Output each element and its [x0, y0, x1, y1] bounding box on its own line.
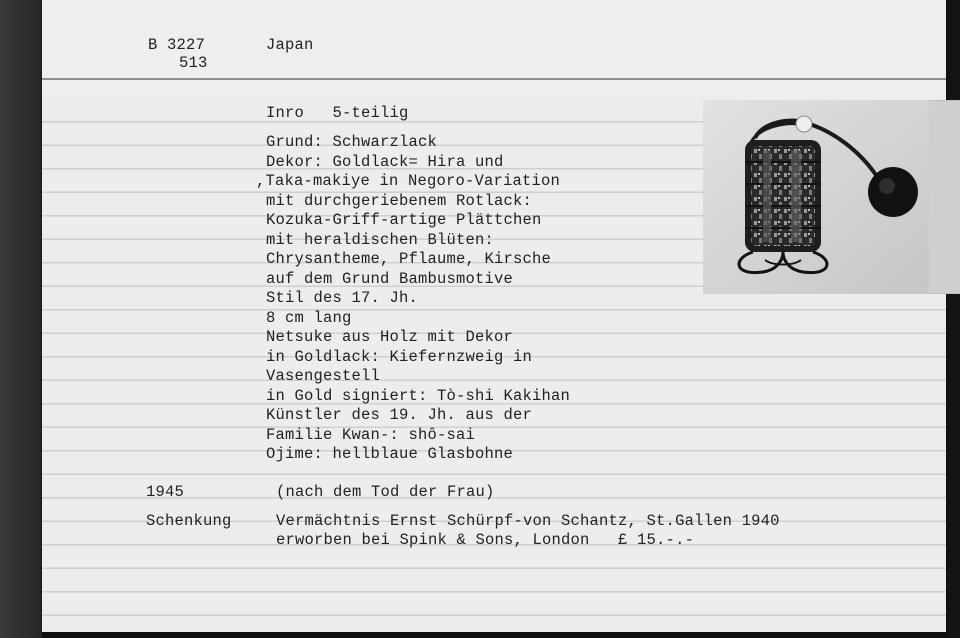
description-line: Chrysantheme, Pflaume, Kirsche	[266, 250, 552, 268]
description-line: Künstler des 19. Jh. aus der	[266, 406, 533, 424]
country: Japan	[266, 36, 314, 54]
acquisition-note: Vermächtnis Ernst Schürpf-von Schantz, St.Gallen 1940	[276, 512, 780, 530]
acquisition-type: Schenkung	[146, 512, 232, 530]
catalog-card	[42, 0, 946, 632]
description-line: Kozuka-Griff-artige Plättchen	[266, 211, 542, 229]
background-right-edge	[946, 0, 960, 638]
description-line: in Gold signiert: Tò-shi Kakihan	[266, 386, 571, 405]
header-rule	[42, 78, 946, 80]
description-line: Familie Kwan-: shô-sai	[266, 425, 476, 444]
inro-photo-image	[703, 100, 929, 294]
object-title: Inro 5-teilig	[266, 104, 409, 122]
description-line: mit durchgeriebenem Rotlack:	[266, 191, 533, 210]
sub-number: 513	[179, 54, 208, 72]
description-line: Grund: Schwarzlack	[266, 133, 438, 151]
inventory-number: B 3227	[148, 36, 206, 54]
acquisition-year-note: (nach dem Tod der Frau)	[276, 483, 495, 501]
acquisition-year: 1945	[146, 483, 185, 501]
description-line: Ojime: hellblaue Glasbohne	[266, 445, 514, 463]
description-line: Stil des 17. Jh.	[266, 289, 419, 307]
description-line: Vasengestell	[266, 367, 381, 385]
description-line: ,Taka-makiye in Negoro-Variation	[256, 172, 561, 190]
acquisition-note: erworben bei Spink & Sons, London £ 15.-.-	[276, 531, 695, 549]
background-left-edge	[0, 0, 42, 638]
description-line: Netsuke aus Holz mit Dekor	[266, 328, 514, 346]
description-line: 8 cm lang	[266, 308, 352, 327]
description-line: mit heraldischen Blüten:	[266, 230, 495, 249]
description-line: in Goldlack: Kiefernzweig in	[266, 347, 533, 366]
description-line: auf dem Grund Bambusmotive	[266, 269, 514, 288]
description-line: Dekor: Goldlack= Hira und	[266, 152, 504, 171]
